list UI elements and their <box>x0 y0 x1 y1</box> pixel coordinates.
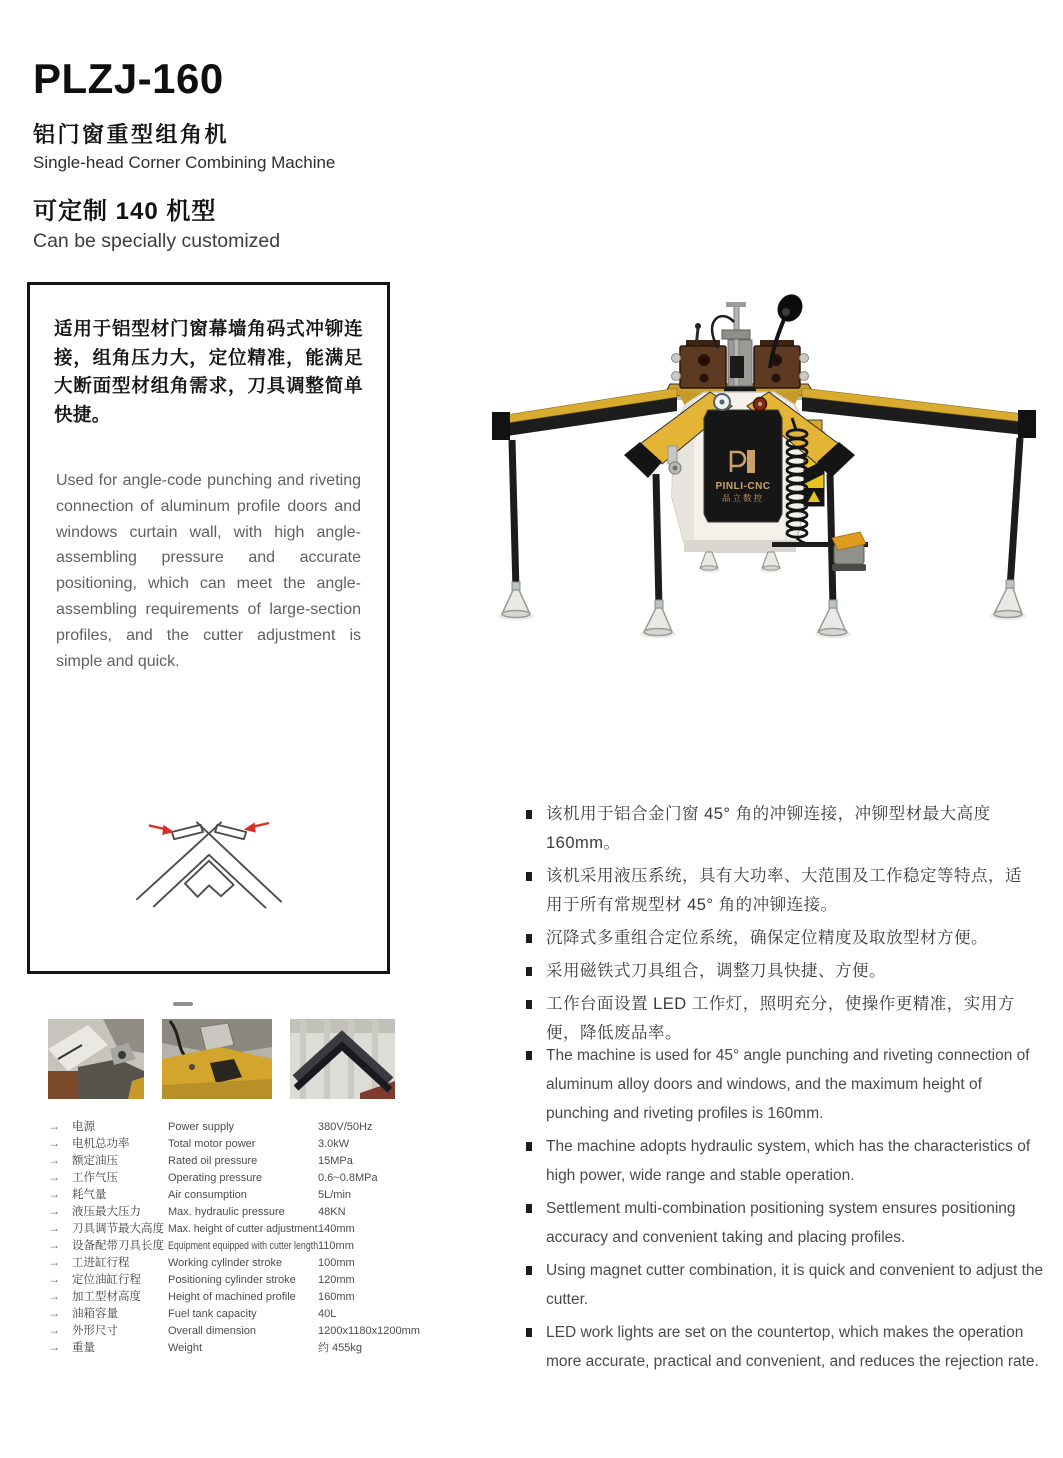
spec-row <box>48 1186 420 1203</box>
bullet-square-icon <box>526 1204 532 1213</box>
machine-logo-subtitle: 品立数控 <box>721 493 765 503</box>
spec-label-zh: 电源 <box>72 1121 95 1133</box>
spec-label-en: Equipment equipped with cutter length <box>168 1240 319 1252</box>
product-title-zh: 铝门窗重型组角机 <box>33 122 230 147</box>
bullet-square-icon <box>526 1051 532 1060</box>
spec-row <box>48 1288 420 1305</box>
spec-label-zh: 外形尺寸 <box>72 1325 118 1337</box>
spec-label-en: Positioning cylinder stroke <box>168 1274 296 1286</box>
spec-value: 100mm <box>318 1257 355 1269</box>
spec-label-en: Fuel tank capacity <box>168 1308 257 1320</box>
spec-label-en: Power supply <box>168 1121 235 1133</box>
spec-arrow-icon: → <box>48 1238 60 1252</box>
corner-joint-diagram <box>119 796 299 927</box>
customization-note-en: Can be specially customized <box>33 230 281 252</box>
spec-label-zh: 重量 <box>72 1342 95 1354</box>
feature-text: Using magnet cutter combination, it is quick and convenient to adjust the cutter. <box>546 1262 1044 1308</box>
feature-item <box>524 800 1029 858</box>
customization-note-zh: 可定制 140 机型 <box>33 198 217 225</box>
thumbnail-worktable-closeup <box>162 1019 272 1099</box>
thumbnail-row <box>48 1019 395 1099</box>
spec-arrow-icon: → <box>48 1170 60 1184</box>
spec-row <box>48 1305 420 1322</box>
corner-combining-machine-image <box>472 292 1057 664</box>
feature-item <box>524 990 1029 1048</box>
spec-value: 40L <box>318 1308 337 1320</box>
spec-label-zh: 定位油缸行程 <box>72 1274 141 1286</box>
bullet-square-icon <box>526 1000 532 1009</box>
bullet-square-icon <box>526 967 532 976</box>
feature-item <box>524 1194 1044 1252</box>
feature-item <box>524 924 1029 953</box>
spec-label-zh: 耗气量 <box>72 1189 107 1201</box>
features-list-zh <box>524 800 1029 1052</box>
spec-arrow-icon: → <box>48 1340 60 1354</box>
spec-row <box>48 1237 420 1254</box>
feature-text: 采用磁铁式刀具组合，调整刀具快捷、方便。 <box>546 962 886 980</box>
feature-item <box>524 957 1029 986</box>
feature-text: 沉降式多重组合定位系统，确保定位精度及取放型材方便。 <box>546 929 988 947</box>
spec-label-zh: 工作气压 <box>72 1172 118 1184</box>
divider-dash <box>173 1002 193 1006</box>
feature-item <box>524 862 1029 920</box>
bullet-square-icon <box>526 810 532 819</box>
machine-photo <box>472 292 1057 664</box>
intro-text-en: Used for angle-code punching and riveting connection of aluminum profile doors and windows curtain wall, with high angle-assembling pressure and accurate positioning, which can meet the angle-assembling requirements of large-section profiles, and the cutter adjustment is simple and quick. <box>56 471 361 671</box>
spec-value: 约 455kg <box>318 1342 363 1354</box>
spec-label-zh: 油箱容量 <box>72 1308 118 1320</box>
spec-value: 3.0kW <box>318 1138 350 1150</box>
feature-text: 工作台面设置 LED 工作灯，照明充分，使操作更精准，实用方便，降低废品率。 <box>546 995 1015 1042</box>
bullet-square-icon <box>526 872 532 881</box>
spec-label-en: Operating pressure <box>168 1172 263 1184</box>
feature-text: The machine is used for 45° angle punching and riveting connection of aluminum alloy doors and windows, and the maximum height of punching and riveting profiles is 160mm. <box>546 1047 1030 1122</box>
spec-value: 5L/min <box>318 1189 352 1201</box>
spec-row <box>48 1152 420 1169</box>
spec-row <box>48 1322 420 1339</box>
spec-value: 0.6~0.8MPa <box>318 1172 378 1184</box>
spec-row <box>48 1169 420 1186</box>
corner-profile-drawing <box>119 796 299 922</box>
spec-label-en: Total motor power <box>168 1138 256 1150</box>
machine-logo-title: PINLI-CNC <box>715 481 771 492</box>
feature-item <box>524 1041 1044 1128</box>
product-title-en: Single-head Corner Combining Machine <box>33 153 336 172</box>
spec-arrow-icon: → <box>48 1153 60 1167</box>
spec-row <box>48 1339 420 1356</box>
features-list-en <box>524 1041 1044 1380</box>
spec-label-zh: 电机总功率 <box>72 1138 130 1150</box>
spec-arrow-icon: → <box>48 1221 60 1235</box>
spec-value: 1200x1180x1200mm <box>318 1325 420 1337</box>
bullet-square-icon <box>526 1328 532 1337</box>
spec-label-en: Working cylinder stroke <box>168 1257 283 1269</box>
thumbnail-assembled-corner <box>290 1019 395 1099</box>
spec-row <box>48 1254 420 1271</box>
bullet-square-icon <box>526 1142 532 1151</box>
spec-arrow-icon: → <box>48 1204 60 1218</box>
spec-value: 120mm <box>318 1274 355 1286</box>
spec-label-zh: 设备配带刀具长度 <box>72 1240 164 1252</box>
spec-arrow-icon: → <box>48 1187 60 1201</box>
spec-value: 380V/50Hz <box>318 1121 373 1133</box>
model-number: PLZJ-160 <box>33 55 224 102</box>
spec-label-en: Weight <box>168 1342 203 1354</box>
intro-box <box>27 282 390 974</box>
spec-arrow-icon: → <box>48 1255 60 1269</box>
spec-label-zh: 刀具调节最大高度 <box>72 1223 164 1235</box>
page-header <box>33 55 336 253</box>
intro-text-zh: 适用于铝型材门窗幕墙角码式冲铆连接，组角压力大，定位精准，能满足大断面型材组角需求，刀具调整简单快捷。 <box>54 318 363 426</box>
spec-label-zh: 加工型材高度 <box>72 1291 141 1303</box>
spec-arrow-icon: → <box>48 1272 60 1286</box>
feature-item <box>524 1132 1044 1190</box>
spec-label-zh: 额定油压 <box>72 1155 118 1167</box>
feature-text: Settlement multi-combination positioning system ensures positioning accuracy and convenient taking and placing profiles. <box>546 1200 1016 1246</box>
spec-label-en: Air consumption <box>168 1189 247 1201</box>
spec-arrow-icon: → <box>48 1289 60 1303</box>
spec-value: 15MPa <box>318 1155 353 1167</box>
spec-value: 140mm <box>318 1223 355 1235</box>
spec-arrow-icon: → <box>48 1136 60 1150</box>
spec-arrow-icon: → <box>48 1306 60 1320</box>
spec-table <box>48 1118 420 1356</box>
spec-row <box>48 1118 420 1135</box>
spec-row <box>48 1271 420 1288</box>
spec-row <box>48 1203 420 1220</box>
feature-item <box>524 1318 1044 1376</box>
feature-text: The machine adopts hydraulic system, which has the characteristics of high power, wide range and stable operation. <box>546 1138 1031 1184</box>
spec-label-zh: 液压最大压力 <box>72 1206 141 1218</box>
spec-label-en: Height of machined profile <box>168 1291 296 1303</box>
spec-arrow-icon: → <box>48 1119 60 1133</box>
feature-item <box>524 1256 1044 1314</box>
spec-value: 110mm <box>318 1240 354 1252</box>
thumbnail-cutter-closeup <box>48 1019 144 1099</box>
feature-text: LED work lights are set on the countertop, which makes the operation more accurate, practical and convenient, and reduces the rejection rate. <box>546 1324 1039 1370</box>
feature-text: 该机采用液压系统，具有大功率、大范围及工作稳定等特点，适用于所有常规型材 45° 角的冲铆连接。 <box>546 867 1022 914</box>
spec-row <box>48 1135 420 1152</box>
spec-label-zh: 工进缸行程 <box>72 1257 130 1269</box>
spec-row <box>48 1220 420 1237</box>
feature-text: 该机用于铝合金门窗 45° 角的冲铆连接，冲铆型材最大高度 160mm。 <box>546 805 991 852</box>
spec-label-en: Overall dimension <box>168 1325 257 1337</box>
spec-label-en: Rated oil pressure <box>168 1155 258 1167</box>
spec-label-en: Max. hydraulic pressure <box>168 1206 285 1218</box>
spec-label-en: Max. height of cutter adjustment <box>168 1223 318 1235</box>
bullet-square-icon <box>526 934 532 943</box>
spec-value: 160mm <box>318 1291 355 1303</box>
spec-arrow-icon: → <box>48 1323 60 1337</box>
bullet-square-icon <box>526 1266 532 1275</box>
spec-value: 48KN <box>318 1206 346 1218</box>
